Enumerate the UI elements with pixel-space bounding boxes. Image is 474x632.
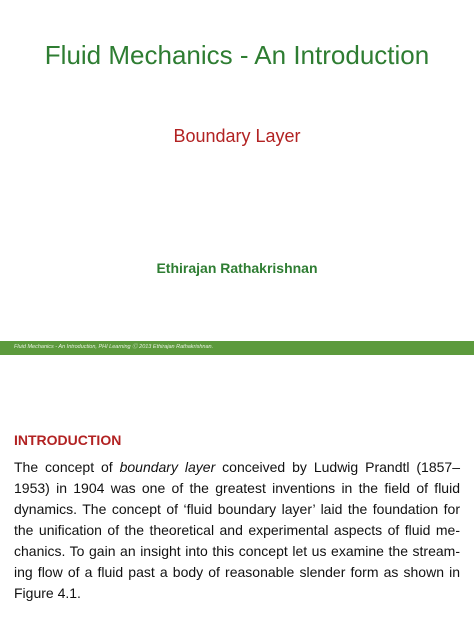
section-heading: INTRODUCTION (14, 432, 122, 448)
line-text: The concept of (14, 459, 120, 475)
paragraph-line: Figure 4.1. (14, 585, 81, 601)
slide-title: Fluid Mechanics - An Introduction (44, 40, 430, 70)
paragraph-line: 1953) in 1904 was one of the greatest inventions in the field of fluid (14, 480, 460, 496)
body-paragraph (14, 457, 460, 604)
paragraph-line: dynamics. The concept of ‘fluid boundary layer’ laid the foundation for (14, 501, 460, 517)
paragraph-line: the unification of the theoretical and experimental aspects of fluid me- (14, 522, 460, 538)
slide-subtitle: Boundary Layer (173, 126, 301, 146)
line-text: conceived by Ludwig Prandtl (1857– (215, 459, 460, 475)
footer-bar (0, 341, 474, 355)
content-slide (0, 356, 474, 632)
author-name: Ethirajan Rathakrishnan (156, 260, 318, 276)
paragraph-line: ing flow of a fluid past a body of reasonable slender form as shown in (14, 564, 460, 580)
footer-text: Fluid Mechanics - An Introduction, PHI Learning Ⓒ 2013 Ethirajan Rathakrishnan. (14, 344, 214, 350)
paragraph-line: chanics. To gain an insight into this concept let us examine the stream- (14, 543, 460, 559)
emphasis-text: boundary layer (119, 459, 216, 475)
paragraph-line (14, 457, 460, 478)
